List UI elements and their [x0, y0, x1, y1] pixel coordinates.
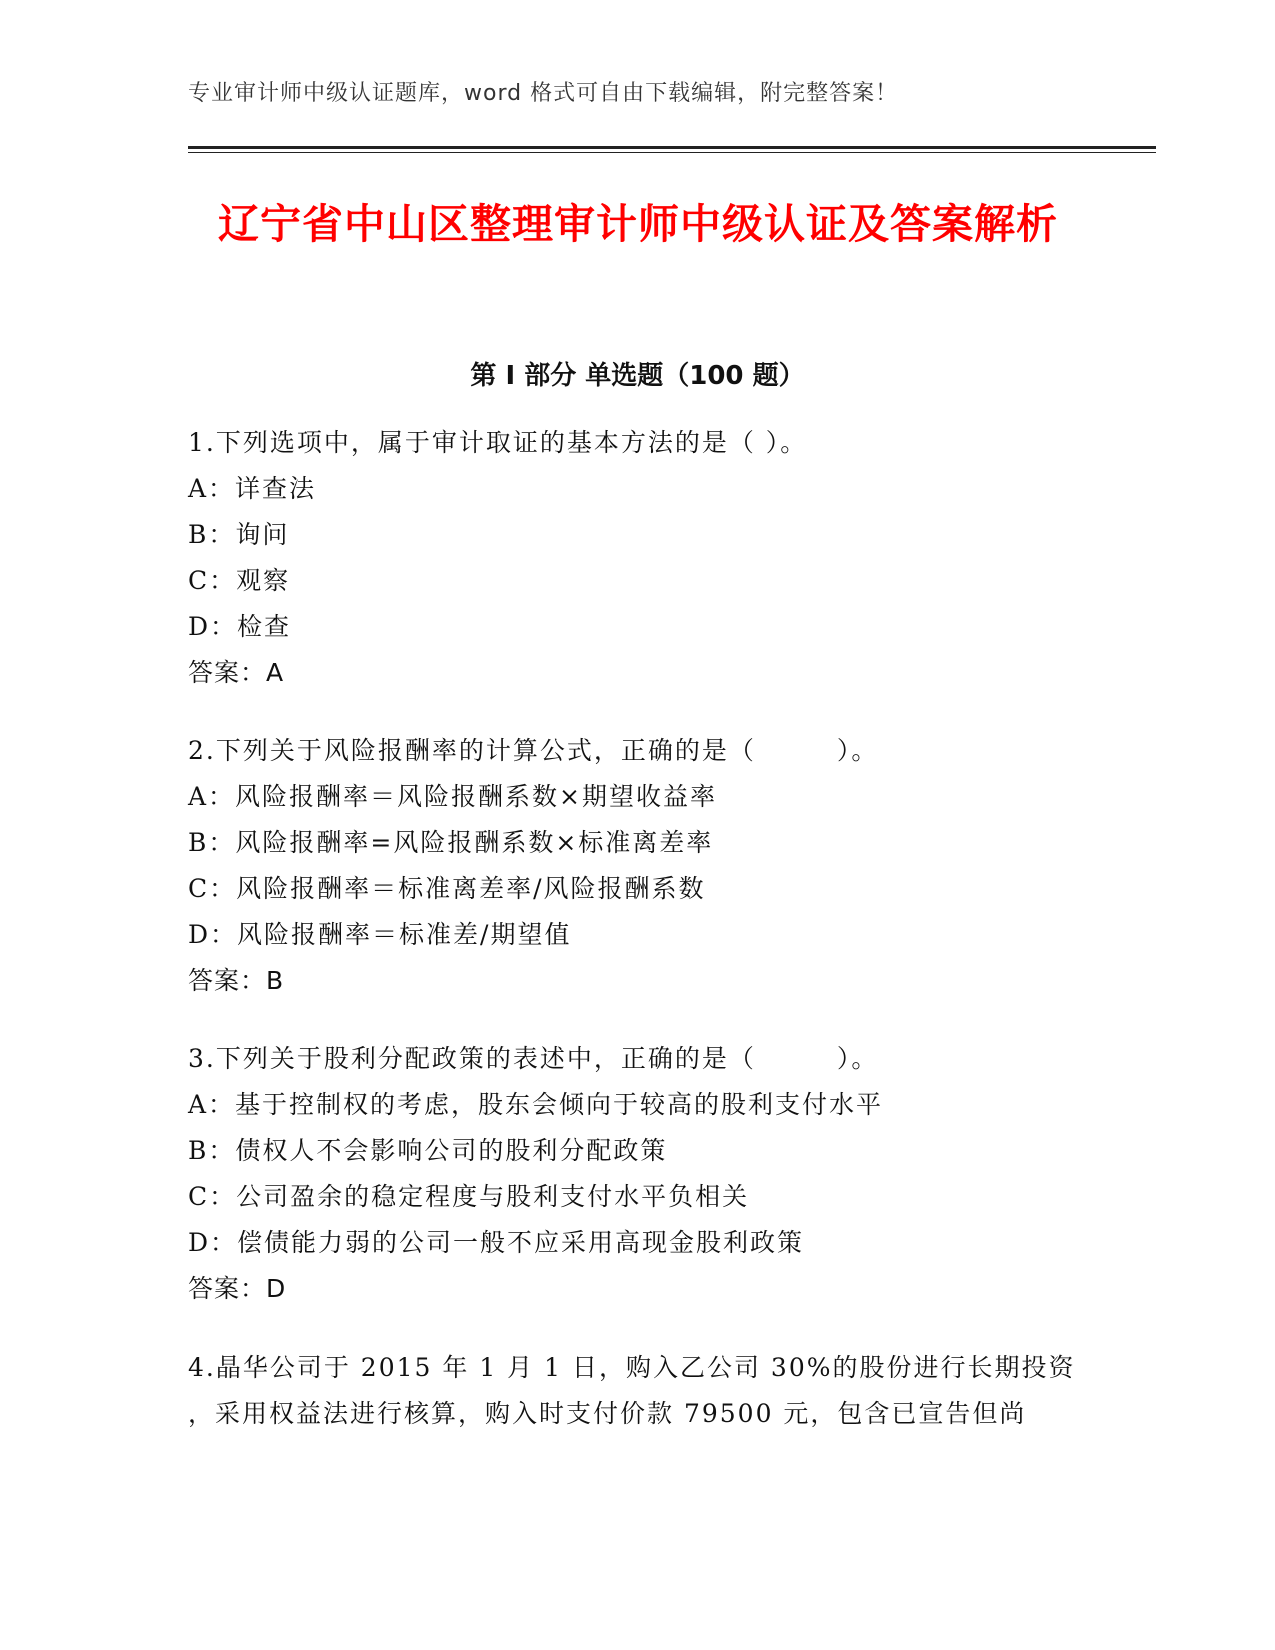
question-3 [188, 1036, 1088, 1312]
option-d: D：检查 [188, 612, 292, 641]
header-divider [188, 146, 1156, 149]
question-1 [188, 420, 1088, 696]
option-d: D：风险报酬率＝标准差/期望值 [188, 920, 572, 949]
option-a: A：风险报酬率＝风险报酬系数×期望收益率 [188, 782, 718, 811]
option-b: B：风险报酬率=风险报酬系数×标准离差率 [188, 828, 714, 857]
section-heading: 第 I 部分 单选题（100 题） [470, 361, 805, 391]
option-b: B：询问 [188, 520, 290, 549]
document-title: 辽宁省中山区整理审计师中级认证及答案解析 [218, 200, 1058, 248]
question-4 [188, 1345, 1088, 1437]
option-c: C：公司盈余的稳定程度与股利支付水平负相关 [188, 1182, 750, 1211]
question-stem-line: 4.晶华公司于 2015 年 1 月 1 日，购入乙公司 30%的股份进行长期投资 [188, 1353, 1076, 1382]
option-c: C：观察 [188, 566, 291, 595]
header-divider-thin [188, 152, 1156, 153]
option-d: D：偿债能力弱的公司一般不应采用高现金股利政策 [188, 1228, 805, 1257]
question-stem: 3.下列关于股利分配政策的表述中，正确的是（ ）。 [188, 1044, 879, 1073]
answer: 答案：B [188, 966, 285, 995]
question-2 [188, 728, 1088, 1004]
option-a: A：基于控制权的考虑，股东会倾向于较高的股利支付水平 [188, 1090, 884, 1119]
option-a: A：详查法 [188, 474, 317, 503]
header-note: 专业审计师中级认证题库，word 格式可自由下载编辑，附完整答案！ [188, 81, 899, 106]
option-c: C：风险报酬率＝标准离差率/风险报酬系数 [188, 874, 706, 903]
answer: 答案：D [188, 1274, 287, 1303]
answer: 答案：A [188, 658, 285, 687]
question-stem: 1.下列选项中，属于审计取证的基本方法的是（ ）。 [188, 428, 808, 457]
option-b: B：债权人不会影响公司的股利分配政策 [188, 1136, 668, 1165]
question-stem: 2.下列关于风险报酬率的计算公式，正确的是（ ）。 [188, 736, 879, 765]
question-stem-line: ，采用权益法进行核算，购入时支付价款 79500 元，包含已宣告但尚 [188, 1399, 1027, 1428]
